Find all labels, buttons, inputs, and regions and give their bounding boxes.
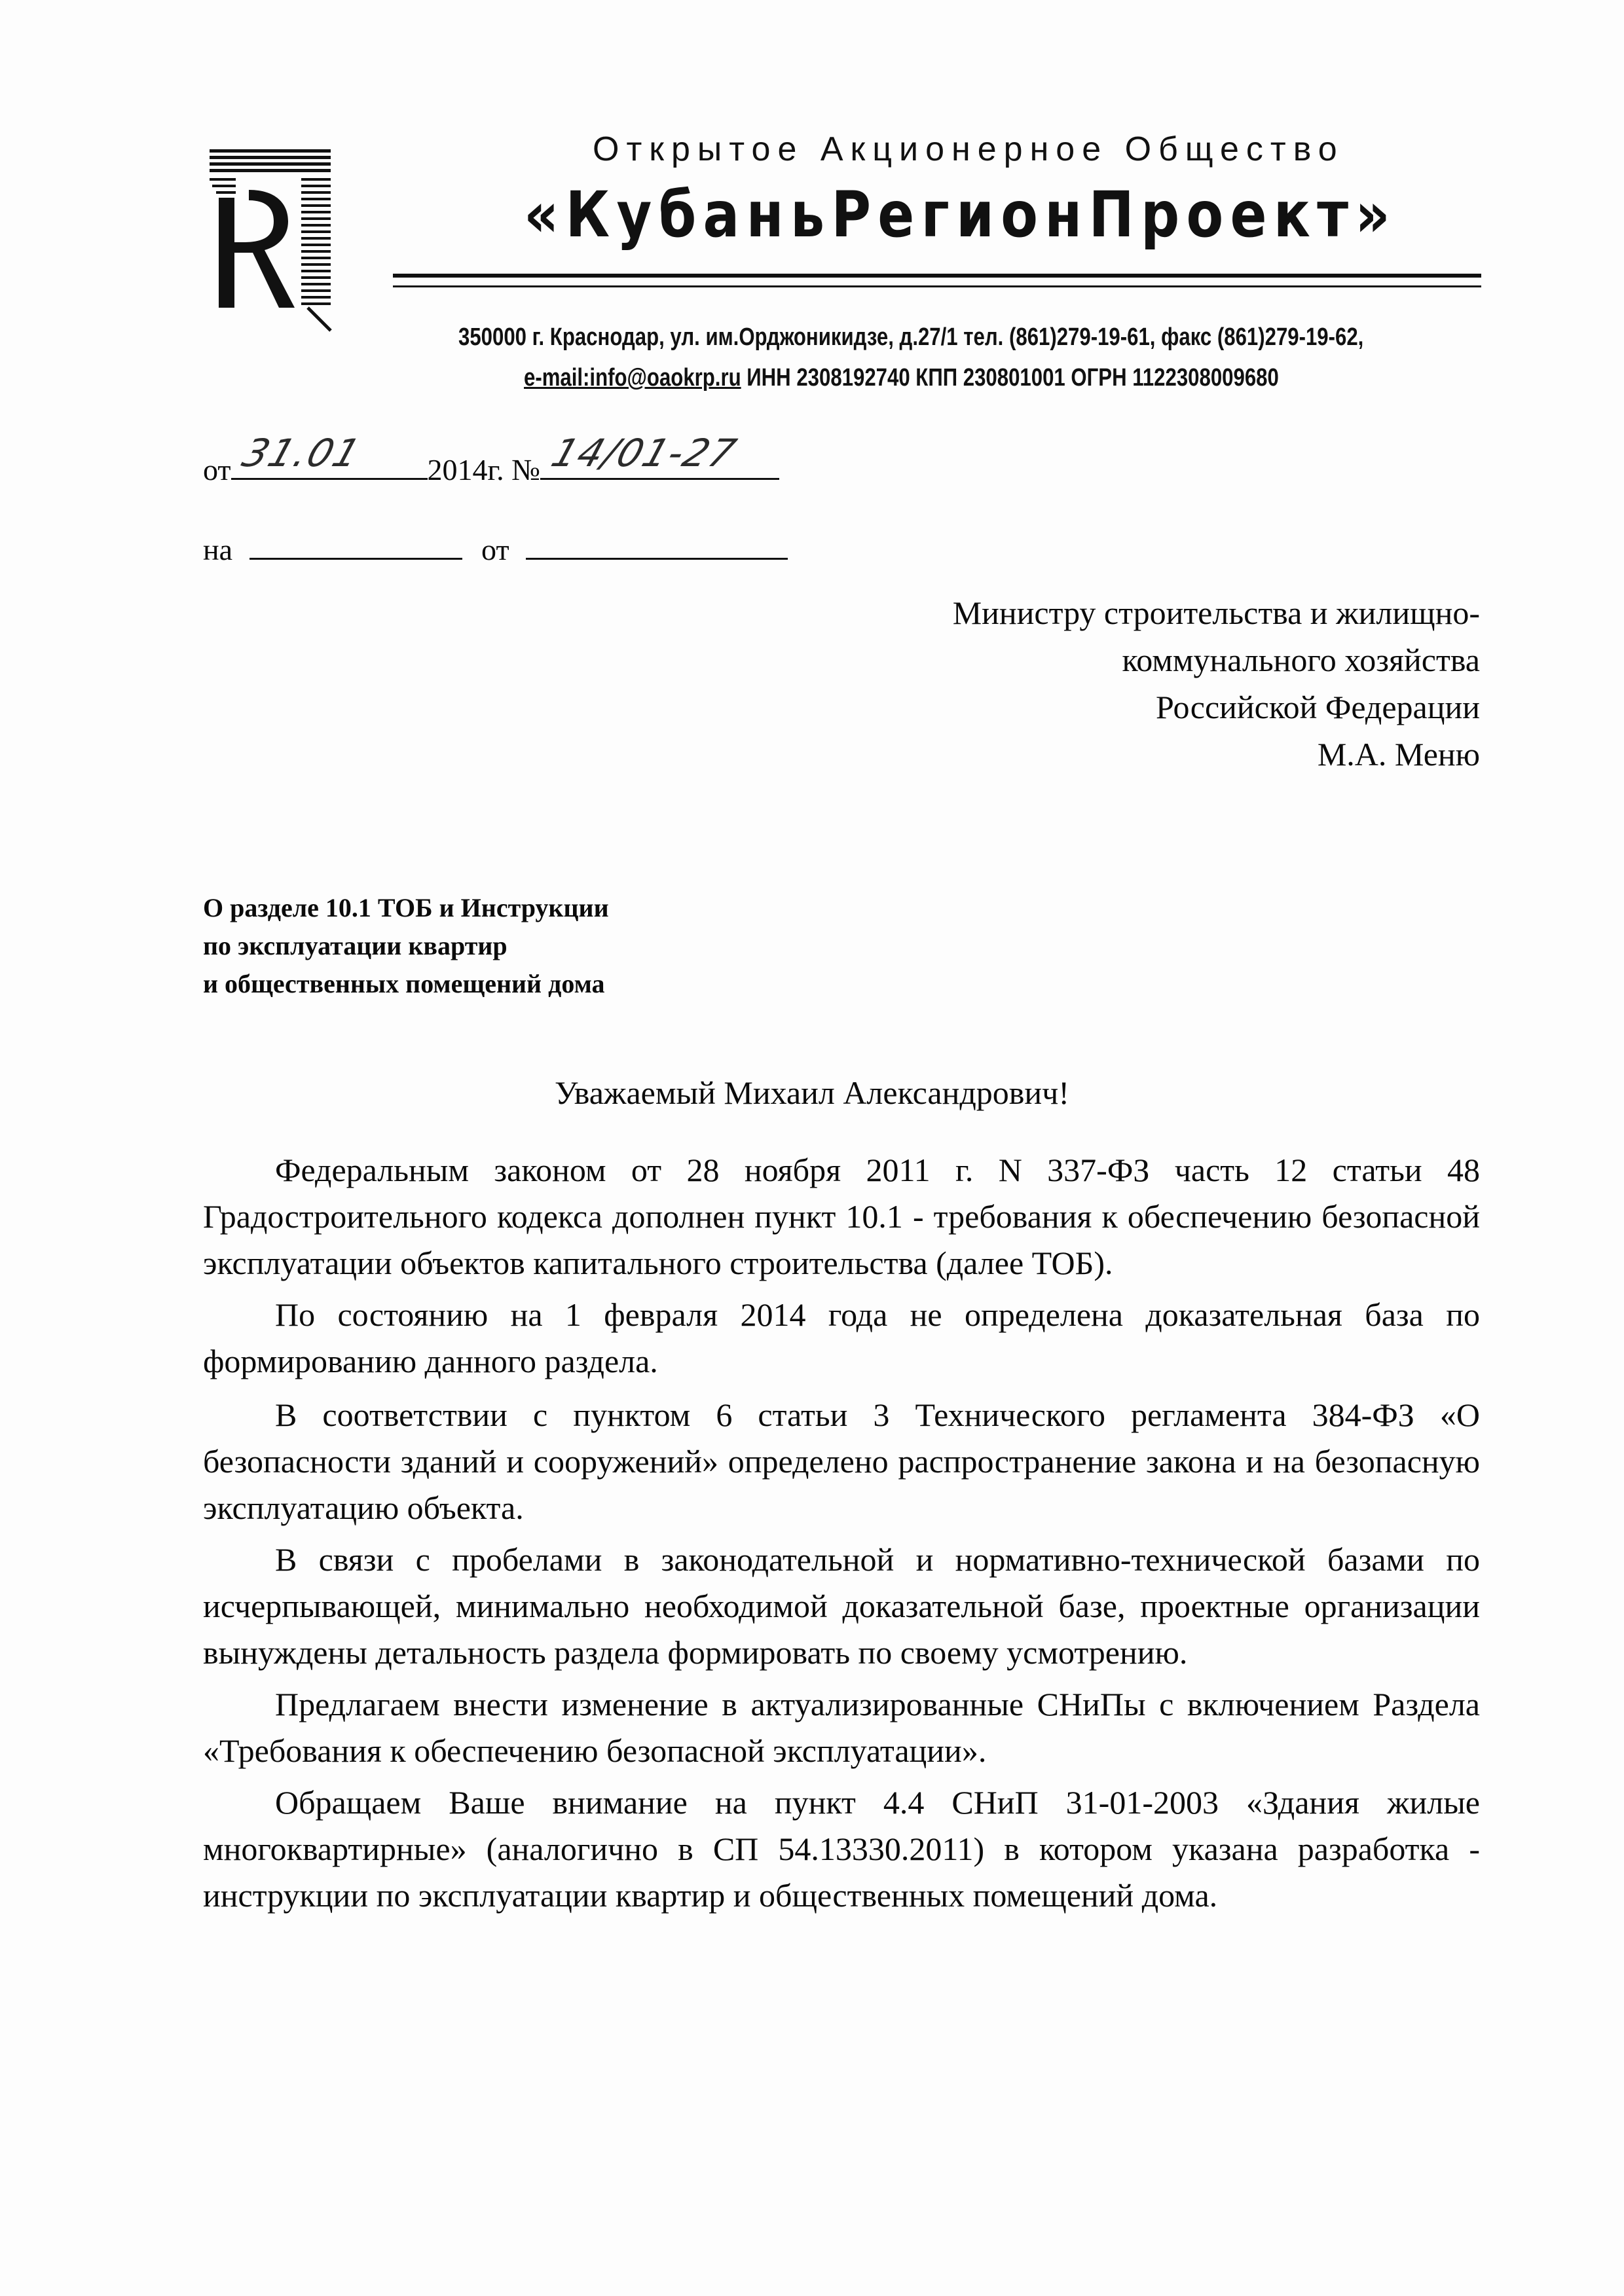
incoming-reference <box>203 532 788 567</box>
from-label-2: от <box>481 533 509 566</box>
body-paragraph: По состоянию на 1 февраля 2014 года не определена доказательная база по формированию данного раздела. <box>203 1296 1480 1379</box>
logo-side-stripes <box>301 178 331 305</box>
addressee-line: коммунального хозяйства <box>1122 642 1480 678</box>
org-name: «КубаньРегионПроект» <box>524 178 1397 251</box>
logo-tail <box>308 308 331 331</box>
incoming-date-field <box>526 532 788 560</box>
incoming-number-field <box>249 532 462 560</box>
email-link[interactable]: e-mail:info@oaokrp.ru <box>524 364 741 392</box>
registration-numbers: ИНН 2308192740 КПП 230801001 ОГРН 1122308009680 <box>747 364 1279 392</box>
subject-line: по эксплуатации квартир <box>203 931 507 960</box>
subject-line: и общественных помещений дома <box>203 969 605 998</box>
body-paragraph: Предлагаем внести изменение в актуализированные СНиПы с включением Раздела «Требования к обеспечению безопасной эксплуатации». <box>203 1686 1480 1769</box>
body-paragraph: Обращаем Ваше внимание на пункт 4.4 СНиП 31-01-2003 «Здания жилые многоквартирные» (аналогично в СП 54.13330.2011) в котором указана разработка - инструкции по эксплуатации квартир и общественных помещений дома. <box>203 1784 1480 1914</box>
header-rule <box>393 274 1481 278</box>
subject-line: О разделе 10.1 ТОБ и Инструкции <box>203 893 609 922</box>
year-number-label: 2014г. № <box>427 453 541 486</box>
subject-block <box>203 889 792 1003</box>
outgoing-reference <box>203 431 779 487</box>
salutation: Уважаемый Михаил Александрович! <box>555 1074 1069 1111</box>
contact-registration <box>524 364 1279 392</box>
body-paragraph: В связи с пробелами в законодательной и нормативно-технической базами по исчерпывающей, минимально необходимой доказательной базе, проектные организации вынуждены детальность раздела формировать по своему усмотрению. <box>203 1541 1480 1671</box>
logo-letter-r <box>219 190 295 308</box>
letter-body <box>203 1147 1480 1924</box>
from-label: от <box>203 453 231 486</box>
addressee-block <box>953 589 1480 778</box>
handwritten-date: 31.01 <box>236 431 367 475</box>
logo-left-stripes <box>210 178 236 194</box>
company-logo <box>196 144 350 334</box>
contact-address: 350000 г. Краснодар, ул. им.Орджоникидзе, д.27/1 тел. (861)279-19-61, факс (861)279-19-62, <box>458 323 1364 351</box>
number-field <box>540 431 779 480</box>
date-field <box>231 431 428 480</box>
addressee-line: М.А. Меню <box>1317 736 1480 773</box>
logo-top-stripes <box>210 149 331 172</box>
header-rule-thin <box>393 285 1481 287</box>
org-type: Открытое Акционерное Общество <box>593 130 1344 168</box>
addressee-line: Российской Федерации <box>1155 689 1480 725</box>
handwritten-number: 14/01-27 <box>546 431 743 475</box>
body-paragraph: В соответствии с пунктом 6 статьи 3 Технического регламента 384-ФЗ «О безопасности зданий и сооружений» определено распространение закона и на безопасную эксплуатацию объекта. <box>203 1396 1480 1526</box>
body-paragraph: Федеральным законом от 28 ноября 2011 г. N 337-ФЗ часть 12 статьи 48 Градостроительного кодекса дополнен пункт 10.1 - требования к обеспечению безопасной эксплуатации объектов капитального строительства (далее ТОБ). <box>203 1152 1480 1281</box>
addressee-line: Министру строительства и жилищно- <box>952 594 1480 631</box>
to-label: на <box>203 533 233 566</box>
